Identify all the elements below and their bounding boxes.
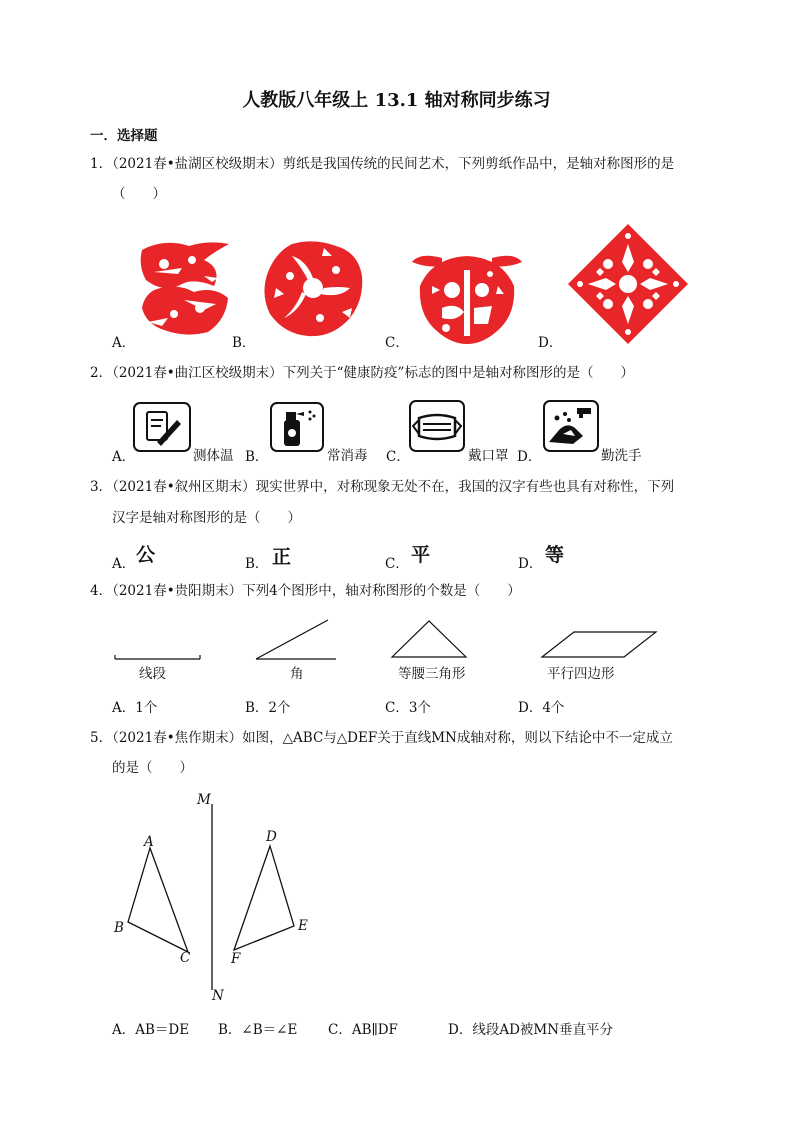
q5-option-b: B．∠B＝∠E [218,1022,298,1038]
papercut-fu-peach-icon [412,246,522,344]
label-c: C [180,950,191,966]
q2-option-c: C． [386,449,410,465]
isosceles-triangle-shape [392,621,466,657]
q2-option-d: D． [517,449,542,465]
q2-stem: 2．（2021春•曲江区校级期末）下列关于“健康防疫”标志的图中是轴对称图形的是（ ） [90,365,634,381]
q3-option-b: B． [245,556,269,572]
disinfect-spray-sign-icon [270,402,324,452]
q3-option-c: C． [385,556,409,572]
q5-option-a: A．AB＝DE [112,1022,190,1038]
label-e: E [298,918,308,934]
q3-char-c: 平 [411,544,431,566]
label-f: F [231,951,241,967]
triangle-def [234,846,294,950]
segment-shape [115,655,200,659]
q4-option-c: C．3个 [385,700,431,716]
q1-stem-line1: 1．（2021春•盐湖区校级期末）剪纸是我国传统的民间艺术，下列剪纸作品中，是轴对称图形的是 [90,156,675,172]
label-d: D [266,829,277,845]
parallelogram-shape [542,632,656,657]
q5-stem-line2: 的是（ ） [112,760,193,776]
q4-caption-parallelogram: 平行四边形 [547,666,615,682]
q4-option-d: D．4个 [518,700,565,716]
q4-stem: 4．（2021春•贵阳期末）下列4个图形中，轴对称图形的个数是（ ） [90,583,521,599]
q2-caption-c: 戴口罩 [468,448,509,464]
q3-option-a: A． [112,556,136,572]
mask-sign-icon [409,400,465,452]
q5-triangles-figure [110,790,330,1005]
q4-caption-angle: 角 [290,666,304,682]
page-title: 人教版八年级上 13.1 轴对称同步练习 [242,90,551,111]
label-a: A [144,834,154,850]
label-b: B [114,920,124,936]
q3-stem-line2: 汉字是轴对称图形的是（ ） [112,510,301,526]
label-n: N [212,988,224,1004]
q1-option-c: C． [385,335,409,351]
q4-caption-isosceles: 等腰三角形 [398,666,466,682]
q3-option-d: D． [518,556,543,572]
q4-caption-segment: 线段 [139,666,166,682]
label-m: M [197,792,211,808]
handwash-sign-icon [543,400,599,452]
q3-char-d: 等 [545,544,565,566]
q3-stem-line1: 3．（2021春•叙州区期末）现实世界中，对称现象无处不在，我国的汉字有些也具有对称性，下列 [90,479,675,495]
angle-shape [256,620,336,659]
q5-stem-line1: 5．（2021春•焦作期末）如图，△ABC与△DEF关于直线MN成轴对称，则以下结论中不一定成立 [90,730,673,746]
q5-option-d: D．线段AD被MN垂直平分 [448,1022,614,1038]
papercut-diamond-icon [566,222,690,346]
q4-shapes-figure [110,615,670,665]
q2-option-a: A． [112,449,136,465]
q1-option-d: D． [538,335,563,351]
papercut-fish-icon [134,238,234,338]
triangle-abc [128,848,188,952]
q1-stem-line2: （ ） [112,186,166,202]
thermometer-sign-icon [133,402,191,452]
q3-char-a: 公 [136,544,156,566]
q4-option-b: B．2个 [245,700,291,716]
q1-option-b: B． [232,335,256,351]
q5-option-c: C．AB∥DF [328,1022,398,1038]
q4-option-a: A．1个 [112,700,158,716]
q2-caption-d: 勤洗手 [601,448,642,464]
q2-caption-a: 测体温 [193,448,234,464]
q2-option-b: B． [245,449,269,465]
section-heading: 一．选择题 [90,128,158,144]
papercut-rabbits-icon [262,238,364,338]
q2-caption-b: 常消毒 [327,448,368,464]
q1-option-a: A． [112,335,136,351]
q3-char-b: 正 [272,546,292,568]
